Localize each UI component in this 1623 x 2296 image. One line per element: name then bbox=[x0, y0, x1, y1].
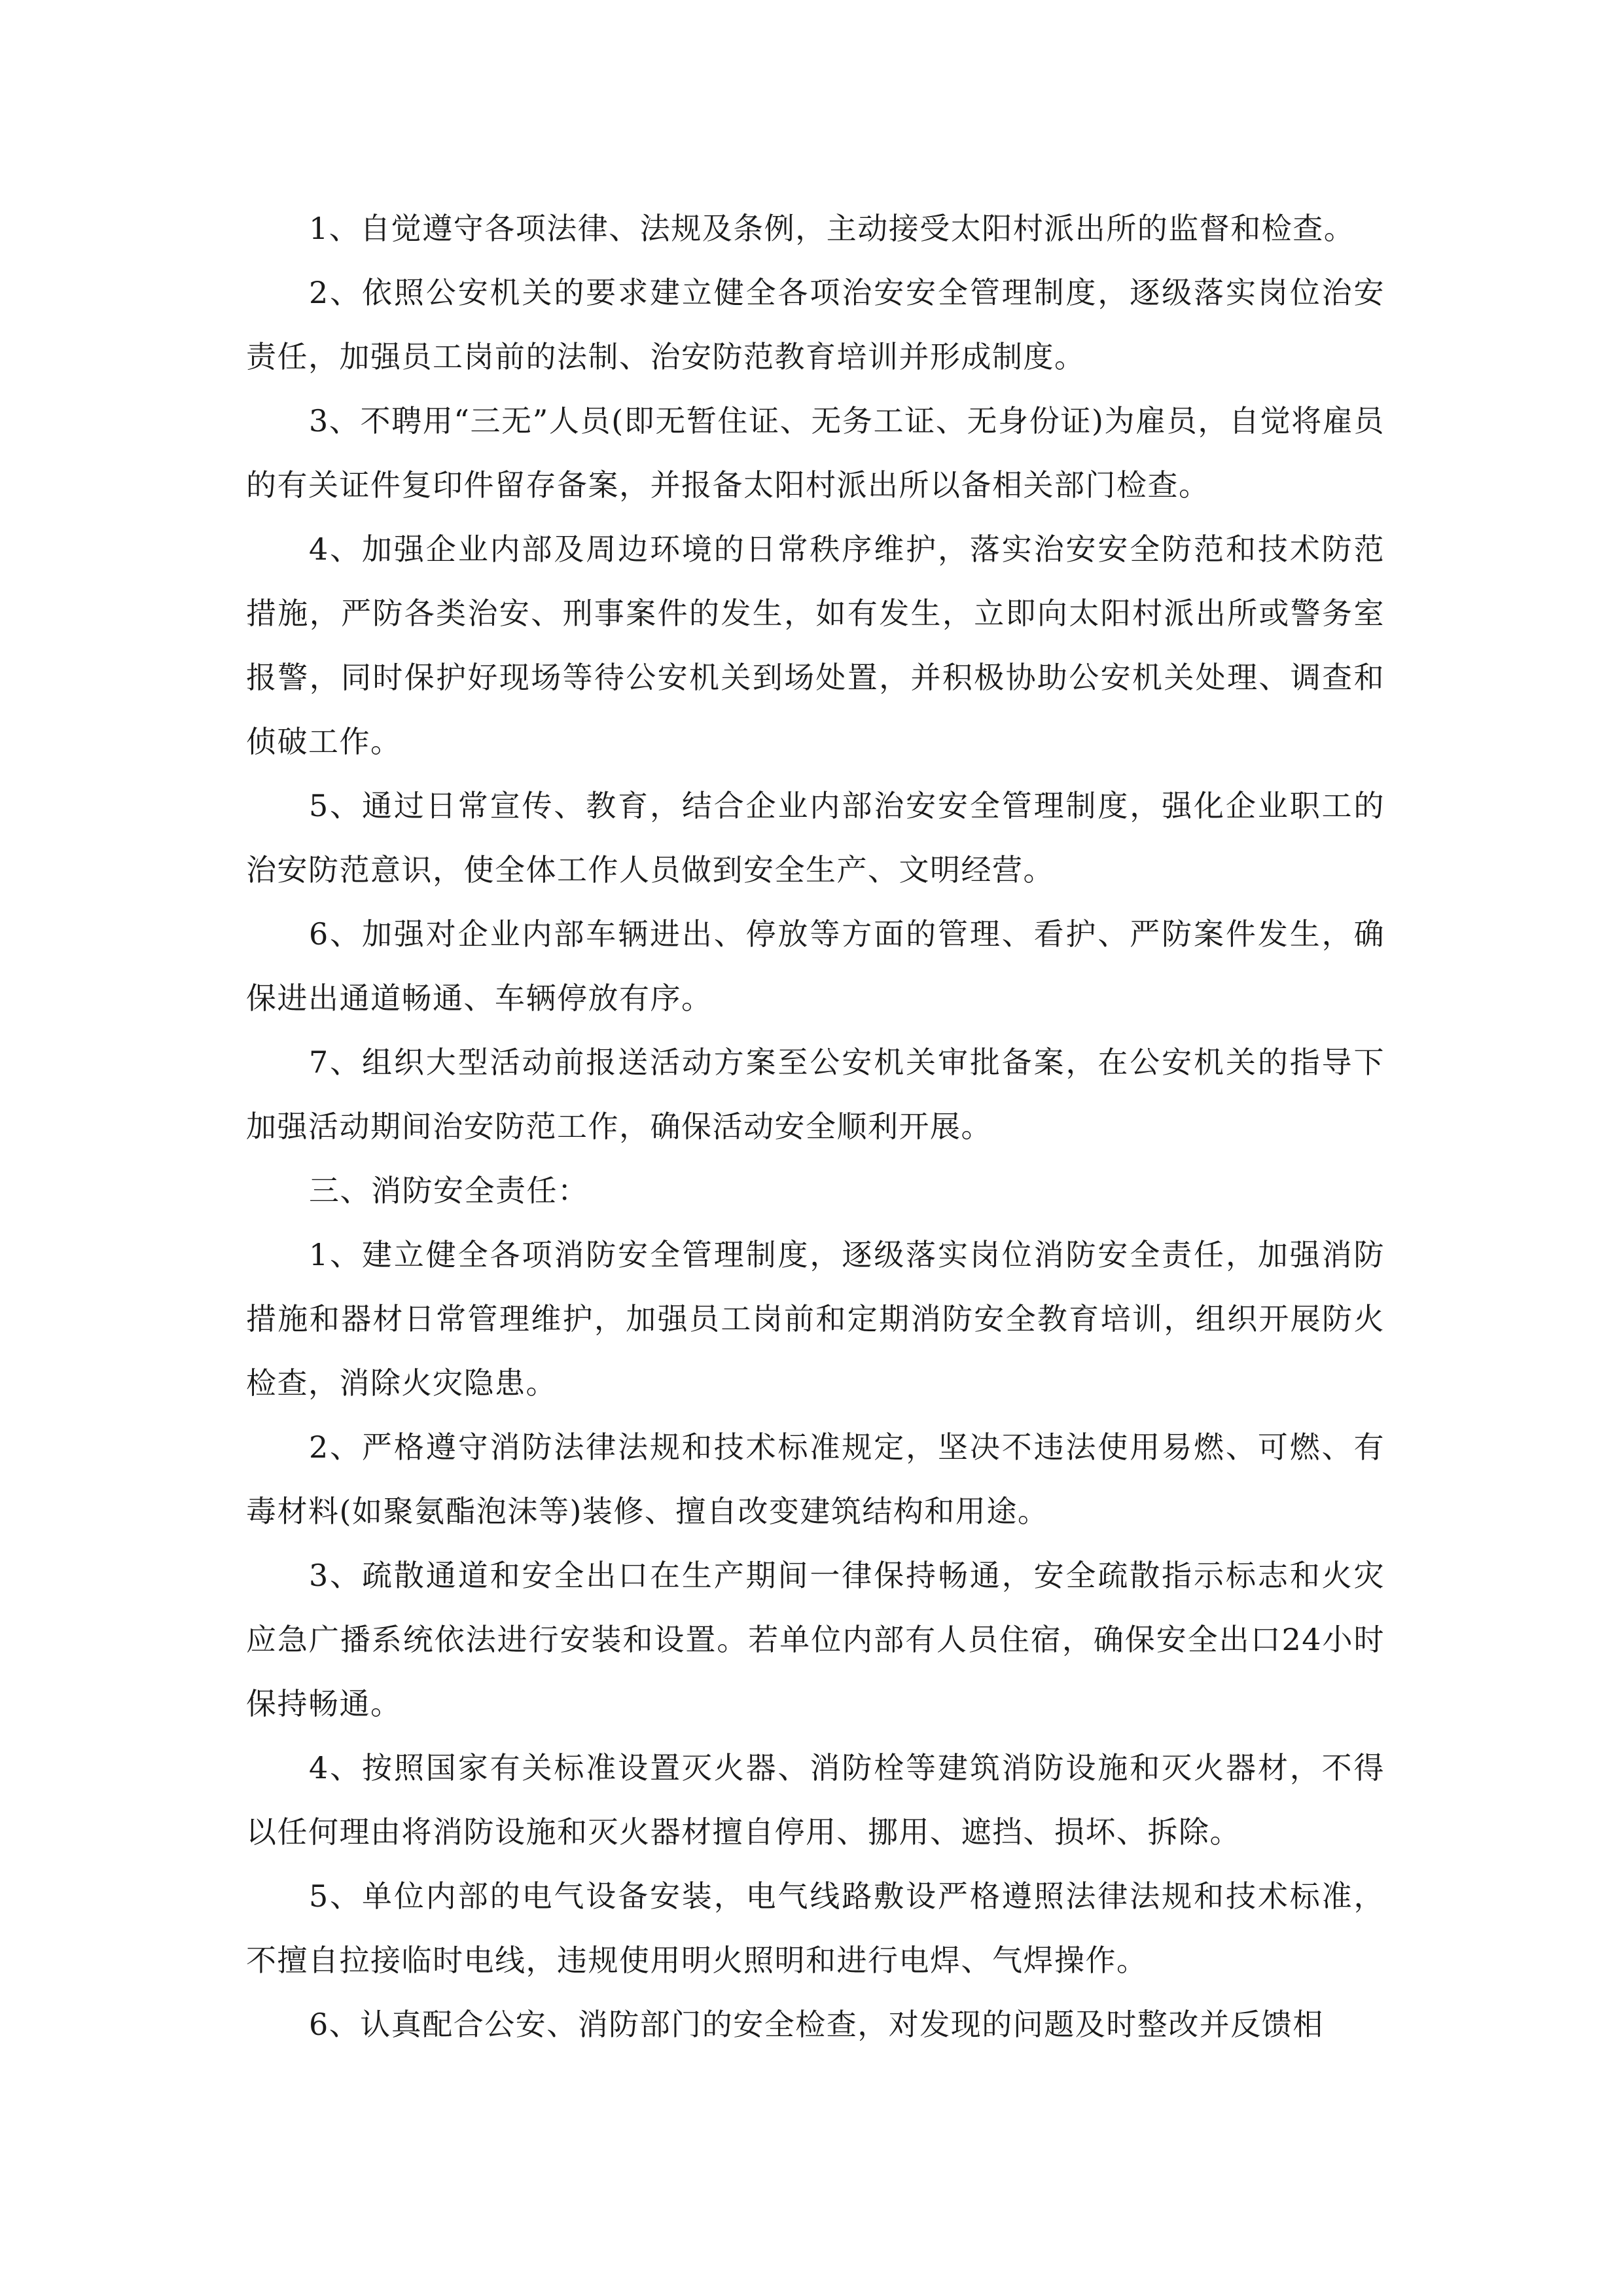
paragraph-security-6: 6、加强对企业内部车辆进出、停放等方面的管理、看护、严防案件发生，确保进出通道畅通、车辆停放有序。 bbox=[246, 916, 1385, 1016]
paragraph-security-2: 2、依照公安机关的要求建立健全各项治安安全管理制度，逐级落实岗位治安责任，加强员工岗前的法制、治安防范教育培训并形成制度。 bbox=[246, 275, 1385, 374]
paragraph-fire-6: 6、认真配合公安、消防部门的安全检查，对发现的问题及时整改并反馈相 bbox=[309, 2007, 1324, 2042]
paragraph-fire-2: 2、严格遵守消防法律法规和技术标准规定，坚决不违法使用易燃、可燃、有毒材料(如聚氨酯泡沫等)装修、擅自改变建筑结构和用途。 bbox=[246, 1429, 1385, 1529]
paragraph-fire-3: 3、疏散通道和安全出口在生产期间一律保持畅通，安全疏散指示标志和火灾应急广播系统依法进行安装和设置。若单位内部有人员住宿，确保安全出口24小时保持畅通。 bbox=[246, 1558, 1385, 1721]
section-heading-fire-safety: 三、消防安全责任： bbox=[309, 1173, 589, 1208]
paragraph-fire-5: 5、单位内部的电气设备安装，电气线路敷设严格遵照法律法规和技术标准，不擅自拉接临时电线，违规使用明火照明和进行电焊、气焊操作。 bbox=[246, 1878, 1385, 1978]
paragraph-security-1: 1、自觉遵守各项法律、法规及条例，主动接受太阳村派出所的监督和检查。 bbox=[309, 211, 1355, 246]
paragraph-security-4: 4、加强企业内部及周边环境的日常秩序维护，落实治安安全防范和技术防范措施，严防各类治安、刑事案件的发生，如有发生，立即向太阳村派出所或警务室报警，同时保护好现场等待公安机关到场处置，并积极协助公安机关处理、调查和侦破工作。 bbox=[246, 531, 1385, 759]
paragraph-security-3: 3、不聘用“三无”人员(即无暂住证、无务工证、无身份证)为雇员，自觉将雇员的有关证件复印件留存备案，并报备太阳村派出所以备相关部门检查。 bbox=[246, 403, 1385, 503]
paragraph-fire-1: 1、建立健全各项消防安全管理制度，逐级落实岗位消防安全责任，加强消防措施和器材日常管理维护，加强员工岗前和定期消防安全教育培训，组织开展防火检查，消除火灾隐患。 bbox=[246, 1237, 1385, 1401]
paragraph-security-5: 5、通过日常宣传、教育，结合企业内部治安安全管理制度，强化企业职工的治安防范意识，使全体工作人员做到安全生产、文明经营。 bbox=[246, 788, 1385, 888]
document-body bbox=[246, 196, 1385, 2056]
paragraph-fire-4: 4、按照国家有关标准设置灭火器、消防栓等建筑消防设施和灭火器材，不得以任何理由将消防设施和灭火器材擅自停用、挪用、遮挡、损坏、拆除。 bbox=[246, 1750, 1385, 1850]
paragraph-security-7: 7、组织大型活动前报送活动方案至公安机关审批备案，在公安机关的指导下加强活动期间治安防范工作，确保活动安全顺利开展。 bbox=[246, 1045, 1385, 1144]
